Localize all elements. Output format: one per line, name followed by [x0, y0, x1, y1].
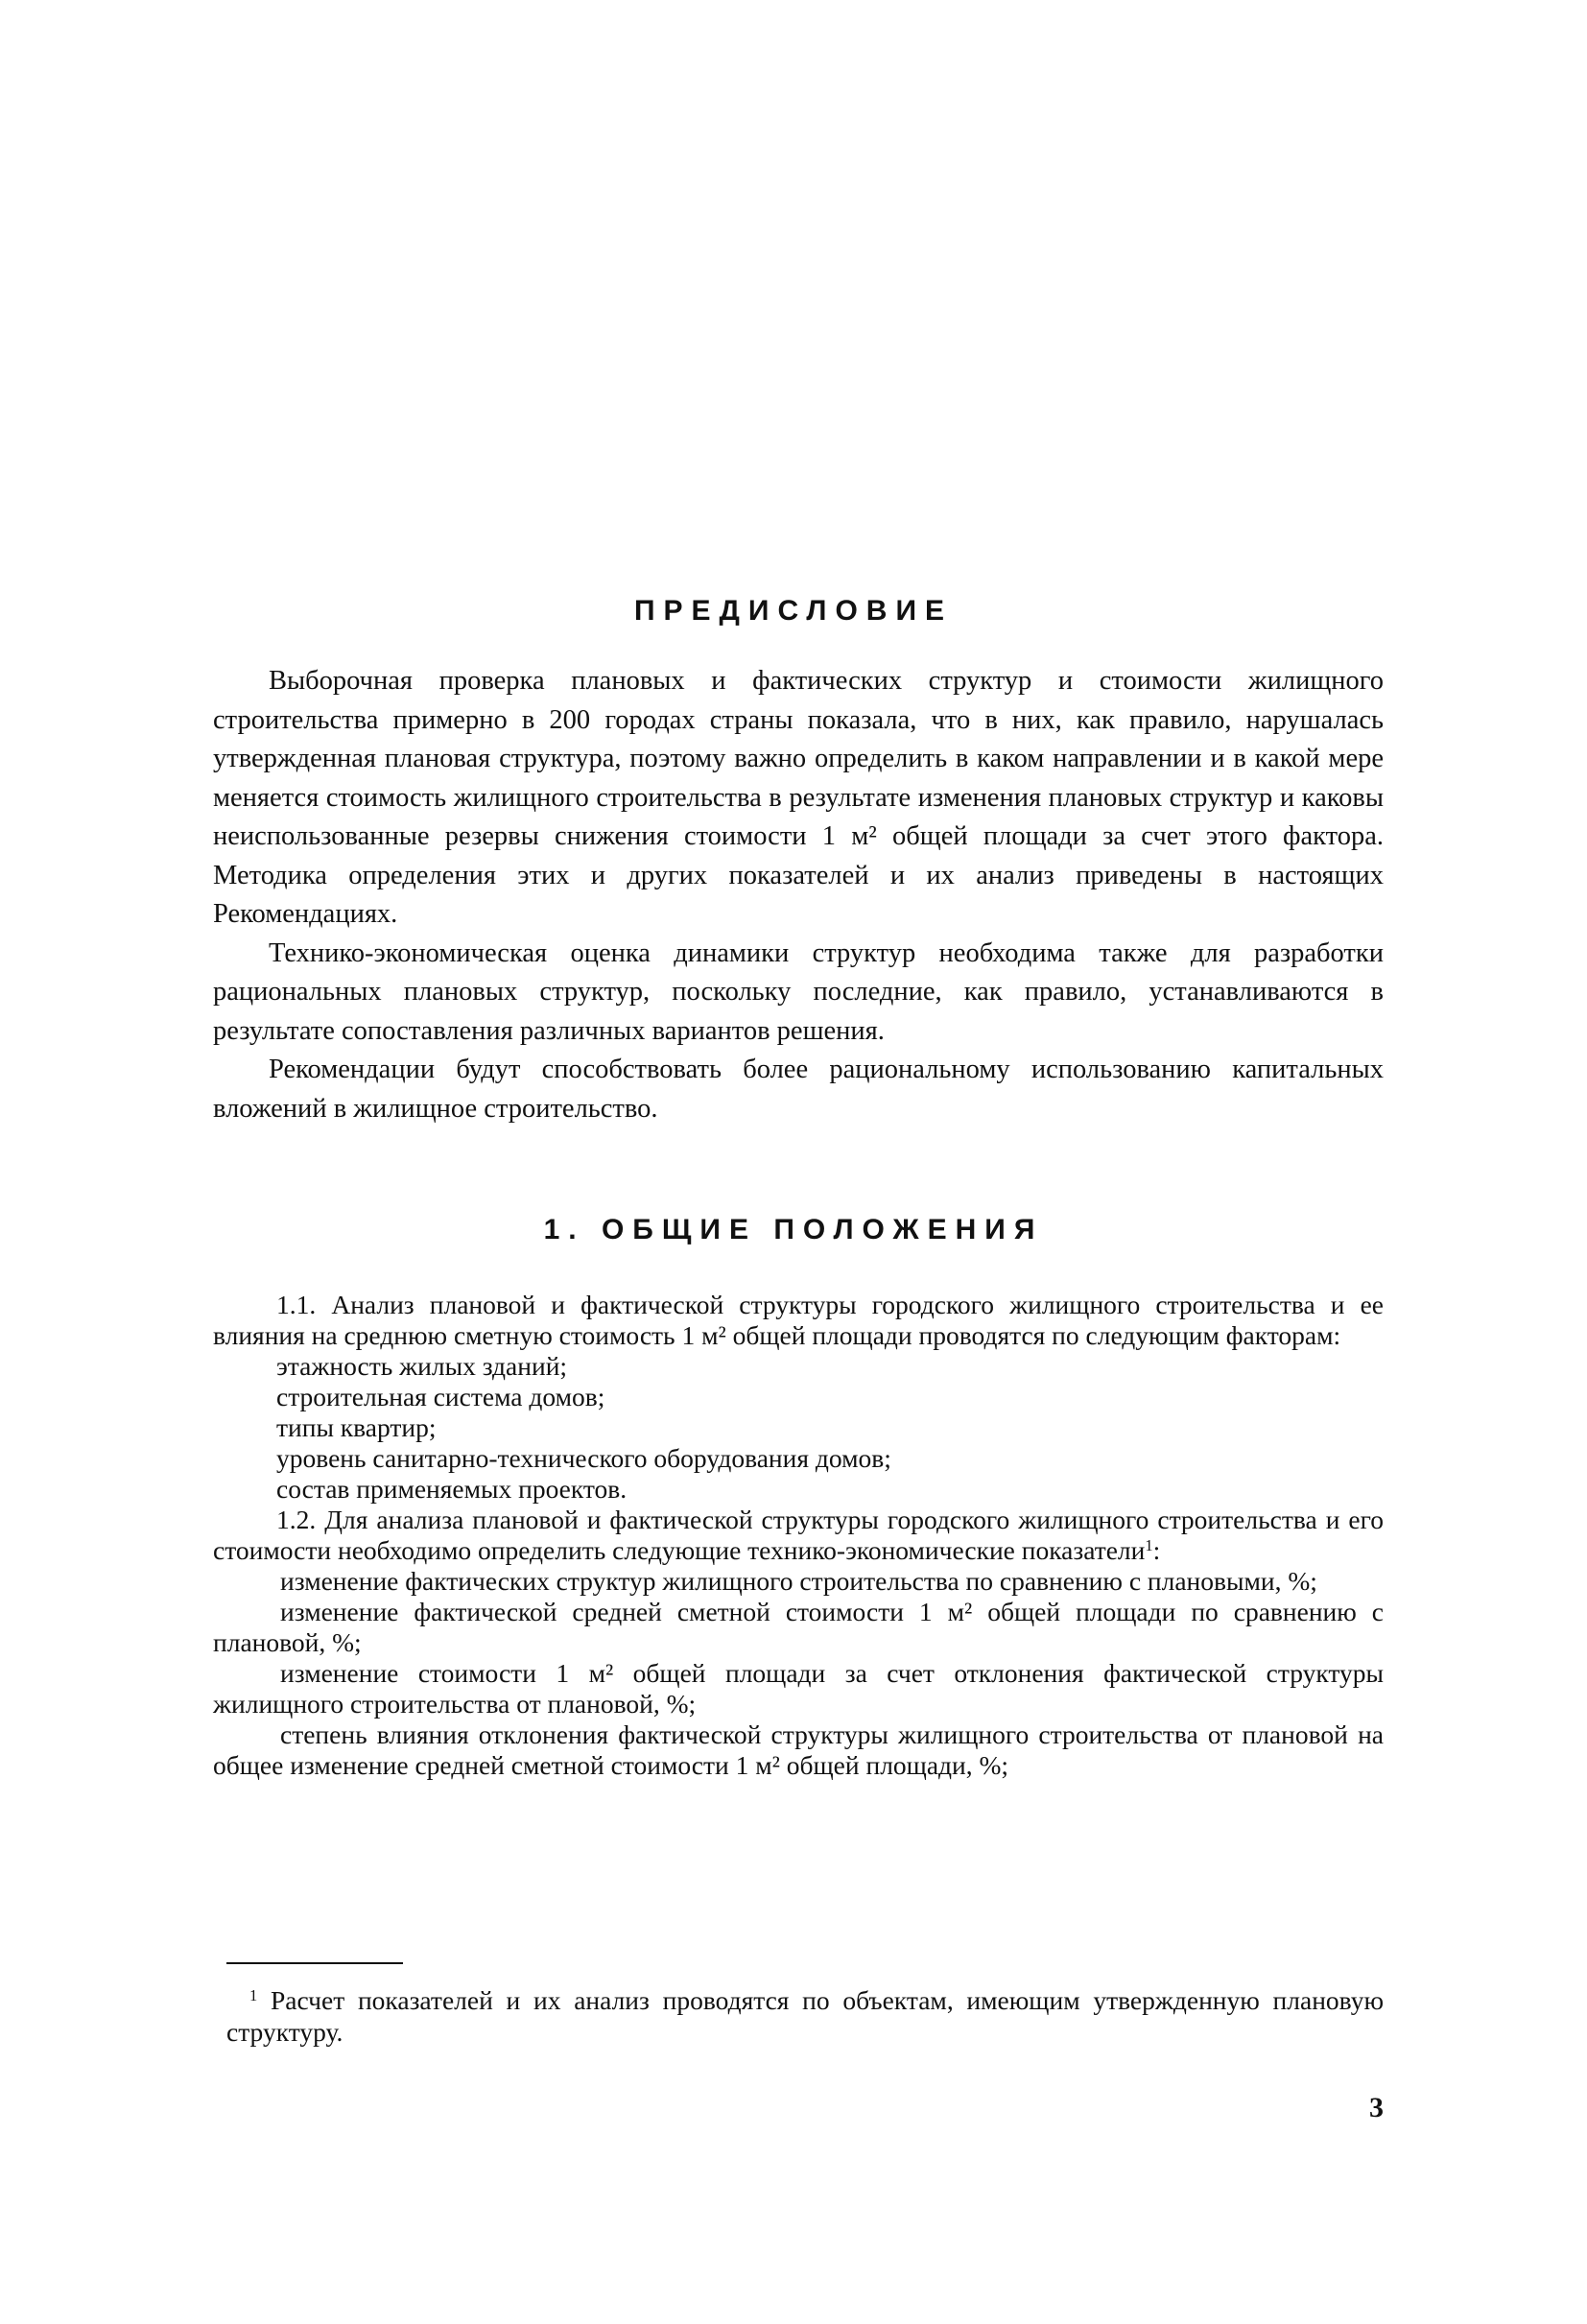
factor-item: строительная система домов;	[276, 1382, 605, 1411]
preface-title: ПРЕДИСЛОВИЕ	[633, 595, 954, 627]
footnote-reference: 1	[1145, 1535, 1153, 1554]
indicator-item: изменение стоимости 1 м² общей площади за счет отклонения фактической структуры жилищного строительства от плановой, %;	[213, 1658, 1384, 1719]
indicator-item: степень влияния отклонения фактической структуры жилищного строительства от плановой на общее изменение средней сметной стоимости 1 м² общей площади, %;	[213, 1719, 1384, 1780]
page-number: 3	[1369, 2092, 1384, 2123]
clause-1-2-text: 1.2. Для анализа плановой и фактической структуры городского жилищного строительства и его стоимости необходимо определить следующие технико-экономические показатели	[213, 1505, 1384, 1565]
footnote-separator	[226, 1962, 403, 1964]
indicator-item: изменение фактической средней сметной стоимости 1 м² общей площади по сравнению с плановой, %;	[213, 1597, 1384, 1657]
clause-1-2	[213, 1505, 1384, 1566]
section-1-title: 1. ОБЩИЕ ПОЛОЖЕНИЯ	[543, 1214, 1044, 1245]
clause-1-1: 1.1. Анализ плановой и фактической структуры городского жилищного строительства и ее влияния на среднюю сметную стоимость 1 м² общей площади проводятся по следующим факторам:	[213, 1290, 1384, 1350]
preface-body	[213, 662, 1384, 1128]
factor-item: этажность жилых зданий;	[276, 1351, 568, 1381]
preface-paragraph-2: Технико-экономическая оценка динамики структур необходима также для разработки рациональных плановых структур, поскольку последние, как правило, устанавливаются в результате сопоставления различных вариантов решения.	[213, 937, 1384, 1046]
footnote-mark: 1	[249, 1985, 258, 2004]
clause-1-2-end: :	[1152, 1535, 1161, 1565]
footnote	[226, 1984, 1384, 2048]
factor-item: уровень санитарно-технического оборудования домов;	[276, 1443, 891, 1473]
indicator-item: изменение фактических структур жилищного строительства по сравнению с плановыми, %;	[280, 1566, 1317, 1596]
preface-paragraph-1: Выборочная проверка плановых и фактических структур и стоимости жилищного строительства примерно в 200 городах страны показала, что в них, как правило, нарушалась утвержденная плановая структура, поэтому важно определить в каком направлении и в какой мере меняется стоимость жилищного строительства в результате изменения плановых структур и каковы неиспользованные резервы снижения стоимости 1 м² общей площади за счет этого фактора. Методика определения этих и других показателей и их анализ приведены в настоящих Рекомендациях.	[213, 666, 1384, 929]
footnote-text: Расчет показателей и их анализ проводятся по объектам, имеющим утвержденную плановую структуру.	[226, 1985, 1385, 2047]
factor-item: состав применяемых проектов.	[276, 1474, 628, 1504]
section-1-body	[213, 1290, 1384, 1781]
preface-paragraph-3: Рекомендации будут способствовать более рациональному использованию капитальных вложений в жилищное строительство.	[213, 1055, 1384, 1124]
factor-item: типы квартир;	[276, 1412, 437, 1442]
